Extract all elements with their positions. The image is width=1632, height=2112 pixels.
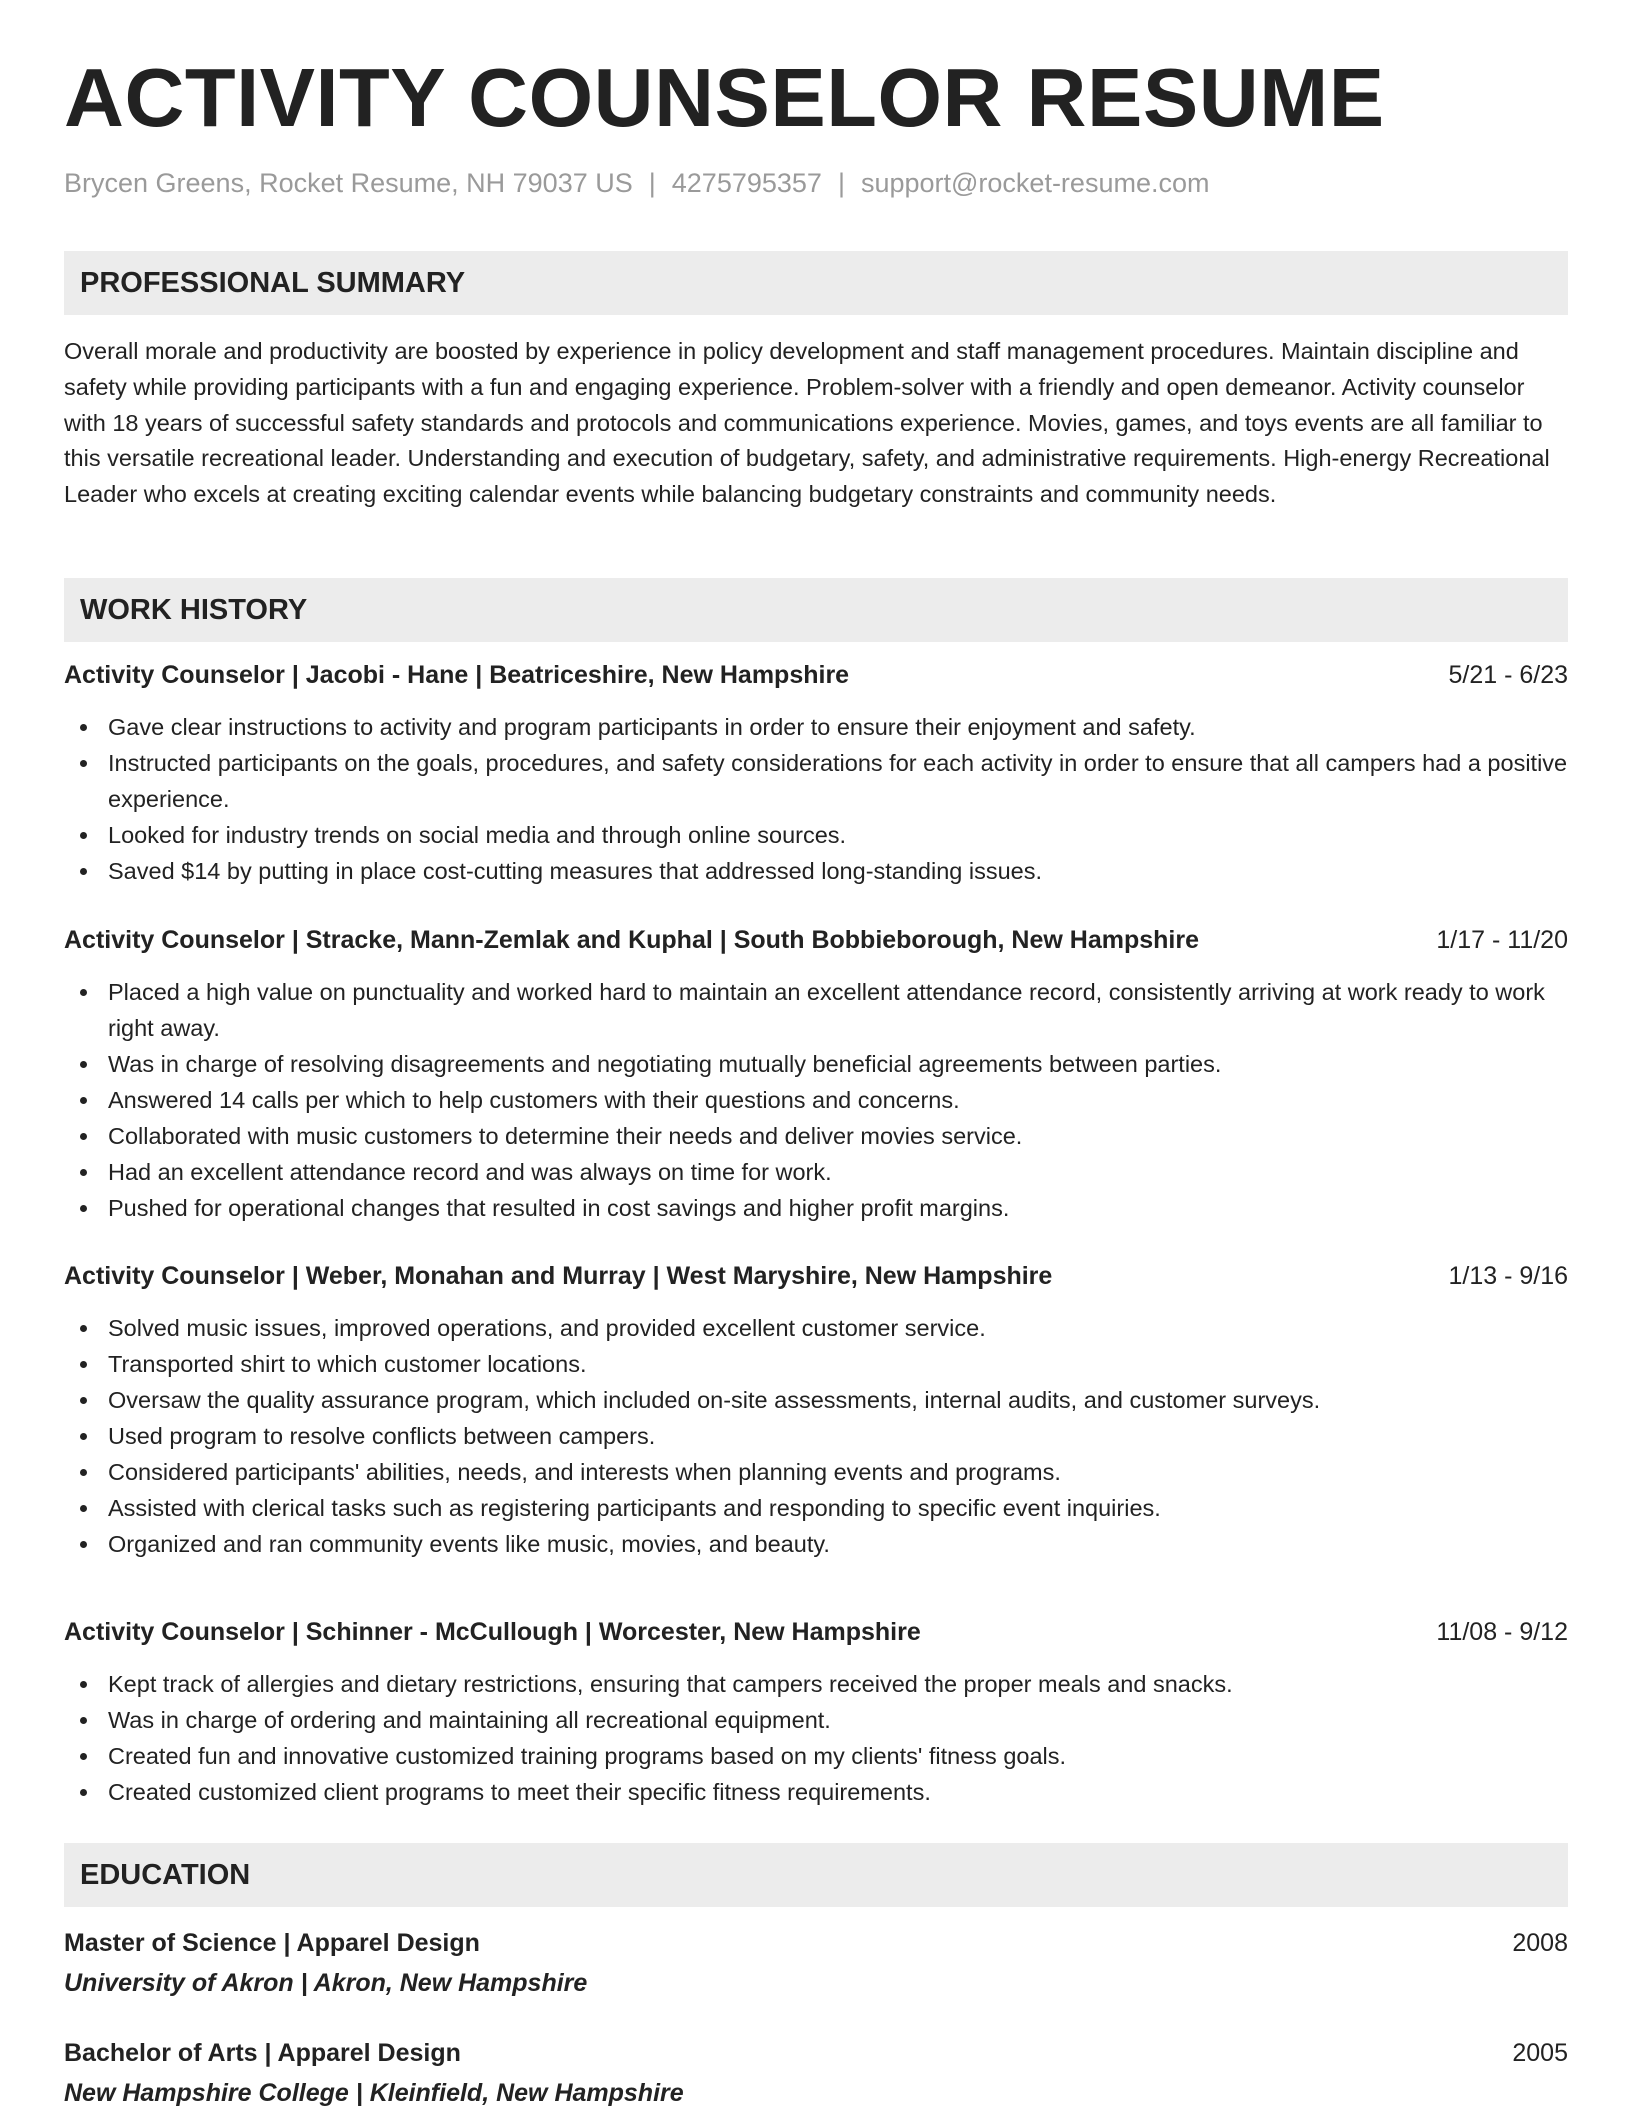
job-header [64,1616,1568,1648]
bullet-item: Created customized client programs to meet their specific fitness requirements. [64,1774,1568,1810]
bullet-item: Used program to resolve conflicts between campers. [64,1418,1568,1454]
bullet-item: Placed a high value on punctuality and worked hard to maintain an excellent attendance record, consistently arriving at work ready to work right away. [64,974,1568,1046]
contact-email: support@rocket-resume.com [860,168,1210,198]
job-bullets [64,974,1568,1226]
education-header [64,2037,1568,2069]
education-year: 2005 [1512,2039,1568,2067]
section-summary-header [64,251,1568,315]
education-degree: Bachelor of Arts | Apparel Design [64,2039,461,2067]
job-title: Activity Counselor | Schinner - McCullough | Worcester, New Hampshire [64,1618,921,1646]
contact-line [64,168,1209,199]
job-title: Activity Counselor | Weber, Monahan and Murray | West Maryshire, New Hampshire [64,1262,1053,1290]
education-degree: Master of Science | Apparel Design [64,1929,480,1957]
job-dates: 1/17 - 11/20 [1436,926,1568,954]
bullet-item: Was in charge of ordering and maintaining all recreational equipment. [64,1702,1568,1738]
bullet-item: Organized and ran community events like music, movies, and beauty. [64,1526,1568,1562]
bullet-item: Assisted with clerical tasks such as registering participants and responding to specific event inquiries. [64,1490,1568,1526]
bullet-item: Created fun and innovative customized training programs based on my clients' fitness goals. [64,1738,1568,1774]
bullet-item: Transported shirt to which customer locations. [64,1346,1568,1382]
education-school: University of Akron | Akron, New Hampshire [64,1969,588,1997]
bullet-item: Solved music issues, improved operations, and provided excellent customer service. [64,1310,1568,1346]
resume-title: ACTIVITY COUNSELOR RESUME [64,51,1385,144]
summary-text: Overall morale and productivity are boosted by experience in policy development and staff management procedures. Maintain discipline and safety while providing participants with a fun and engaging experience. Problem-solver with a friendly and open demeanor. Activity counselor with 18 years of successful safety standards and protocols and communications experience. Movies, games, and toys events are all familiar to this versatile recreational leader. Understanding and execution of budgetary, safety, and administrative requirements. High-energy Recreational Leader who excels at creating exciting calendar events while balancing budgetary constraints and community needs. [64,338,1550,508]
job-dates: 11/08 - 9/12 [1436,1618,1568,1646]
job-title: Activity Counselor | Stracke, Mann-Zemlak and Kuphal | South Bobbieborough, New Hampshire [64,926,1199,954]
bullet-item: Looked for industry trends on social media and through online sources. [64,817,1568,853]
education-year: 2008 [1512,1929,1568,1957]
contact-phone: 4275795357 [671,168,822,198]
bullet-item: Was in charge of resolving disagreements and negotiating mutually beneficial agreements between parties. [64,1046,1568,1082]
job-dates: 1/13 - 9/16 [1448,1262,1568,1290]
education-school: New Hampshire College | Kleinfield, New Hampshire [64,2079,684,2107]
bullet-item: Instructed participants on the goals, procedures, and safety considerations for each activity in order to ensure that all campers had a positive experience. [64,745,1568,817]
contact-address: Brycen Greens, Rocket Resume, NH 79037 US [64,168,633,198]
bullet-item: Gave clear instructions to activity and program participants in order to ensure their enjoyment and safety. [64,709,1568,745]
bullet-item: Pushed for operational changes that resulted in cost savings and higher profit margins. [64,1190,1568,1226]
bullet-item: Kept track of allergies and dietary restrictions, ensuring that campers received the proper meals and snacks. [64,1666,1568,1702]
job-title: Activity Counselor | Jacobi - Hane | Beatriceshire, New Hampshire [64,661,850,689]
section-heading: WORK HISTORY [80,593,308,626]
job-bullets [64,709,1568,889]
contact-separator: | [837,168,845,198]
job-header [64,924,1568,956]
bullet-item: Saved $14 by putting in place cost-cutting measures that addressed long-standing issues. [64,853,1568,889]
bullet-item: Oversaw the quality assurance program, which included on-site assessments, internal audits, and customer surveys. [64,1382,1568,1418]
bullet-item: Had an excellent attendance record and was always on time for work. [64,1154,1568,1190]
section-education-header [64,1843,1568,1907]
bullet-item: Collaborated with music customers to determine their needs and deliver movies service. [64,1118,1568,1154]
bullet-item: Answered 14 calls per which to help customers with their questions and concerns. [64,1082,1568,1118]
section-work-header [64,578,1568,642]
contact-separator: | [648,168,656,198]
section-heading: PROFESSIONAL SUMMARY [80,266,466,299]
section-heading: EDUCATION [80,1858,251,1891]
job-header [64,1260,1568,1292]
job-header [64,659,1568,691]
job-bullets [64,1310,1568,1562]
bullet-item: Considered participants' abilities, needs, and interests when planning events and programs. [64,1454,1568,1490]
job-bullets [64,1666,1568,1810]
education-header [64,1927,1568,1959]
job-dates: 5/21 - 6/23 [1448,661,1568,689]
